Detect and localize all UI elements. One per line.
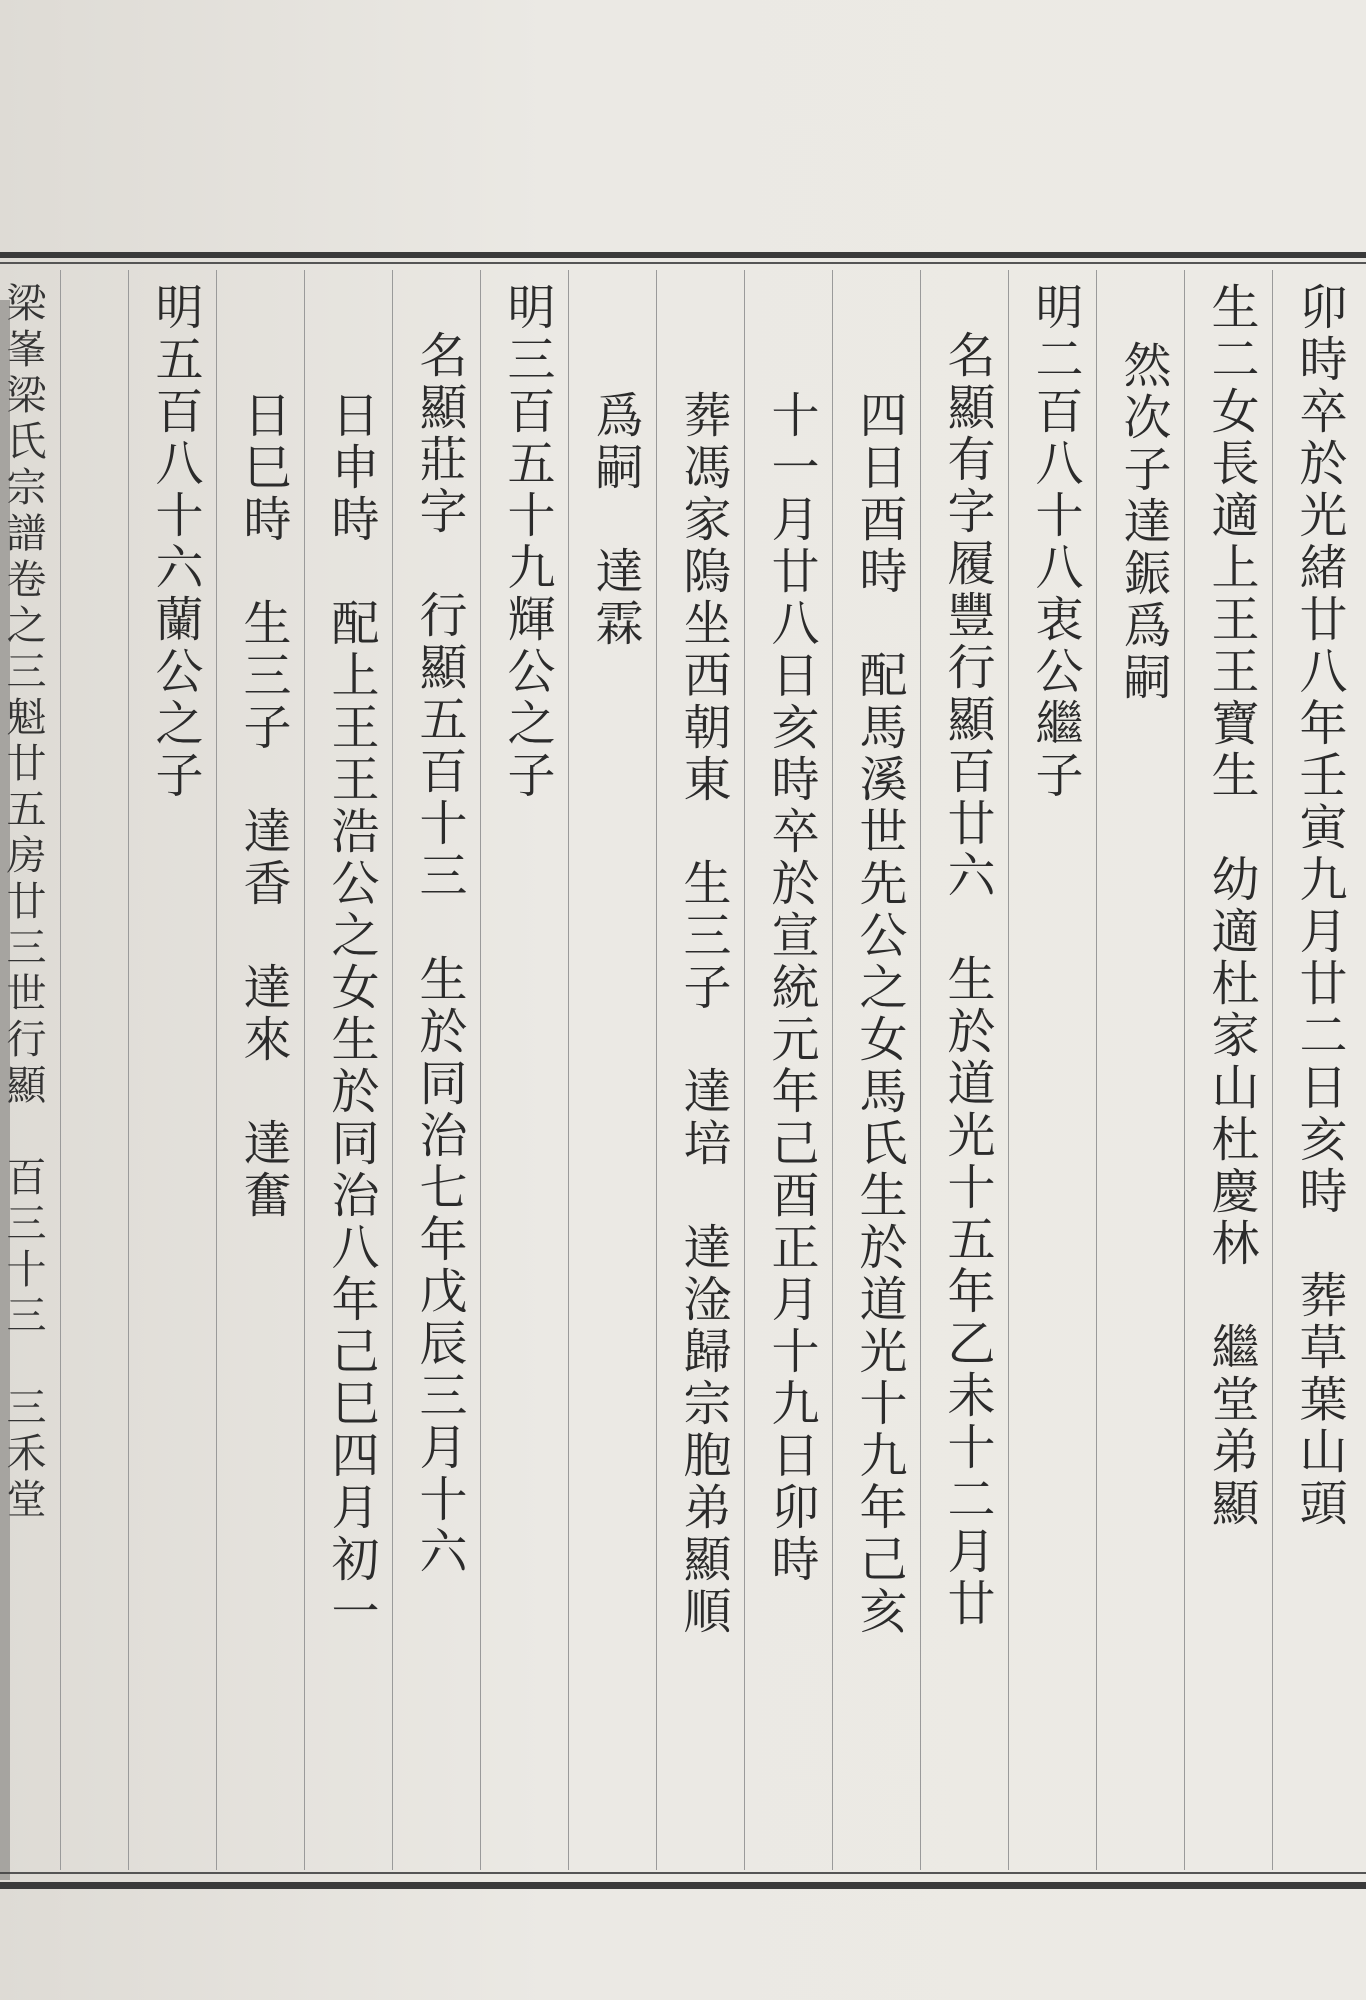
column-2-text: 生二女長適上王王寶生 幼適杜家山杜慶林 繼堂弟顯 bbox=[1203, 282, 1259, 1530]
column-14-text: 明五百八十六蘭公之子 bbox=[147, 282, 203, 802]
column-6-text: 四日酉時 配馬溪世先公之女馬氏生於道光十九年己亥 bbox=[851, 390, 907, 1638]
column-10 bbox=[480, 270, 569, 1870]
top-border-inner bbox=[0, 262, 1366, 264]
column-1 bbox=[1272, 270, 1361, 1870]
column-10-text: 明三百五十九輝公之子 bbox=[499, 282, 555, 802]
column-8 bbox=[656, 270, 745, 1870]
column-14 bbox=[128, 270, 217, 1870]
column-5-text: 名顯有字履豐行顯百廿六 生於道光十五年乙未十二月廿 bbox=[939, 330, 995, 1630]
bottom-border bbox=[0, 1882, 1366, 1889]
column-2 bbox=[1184, 270, 1273, 1870]
column-4 bbox=[1008, 270, 1097, 1870]
left-edge-shadow bbox=[0, 300, 10, 1880]
margin-hall: 三禾堂 bbox=[0, 1386, 46, 1524]
column-5 bbox=[920, 270, 1009, 1870]
column-13 bbox=[216, 270, 305, 1870]
margin-page-number: 百三十三 bbox=[0, 1156, 46, 1340]
bottom-border-inner bbox=[0, 1872, 1366, 1874]
text-frame bbox=[0, 270, 1366, 1870]
column-3-text: 然次子達鋠爲嗣 bbox=[1115, 340, 1171, 704]
margin-title: 梁峯梁氏宗譜 bbox=[0, 282, 46, 558]
margin-volume: 卷之三 bbox=[0, 558, 46, 696]
column-3 bbox=[1096, 270, 1185, 1870]
margin-section: 魁廿五房廿三世行顯 bbox=[0, 696, 46, 1110]
column-13-text: 日巳時 生三子 達香 達來 達奮 bbox=[235, 390, 291, 1222]
top-border bbox=[0, 252, 1366, 258]
column-7-text: 十一月廿八日亥時卒於宣統元年己酉正月十九日卯時 bbox=[763, 390, 819, 1586]
column-9 bbox=[568, 270, 657, 1870]
column-7 bbox=[744, 270, 833, 1870]
margin-divider bbox=[60, 270, 129, 1870]
column-12 bbox=[304, 270, 393, 1870]
column-4-text: 明二百八十八衷公繼子 bbox=[1027, 282, 1083, 802]
column-9-text: 爲嗣 達霖 bbox=[587, 390, 643, 650]
margin-heading bbox=[0, 282, 52, 1524]
column-8-text: 葬馮家隖坐西朝東 生三子 達培 達淦歸宗胞弟顯順 bbox=[675, 390, 731, 1638]
column-11 bbox=[392, 270, 481, 1870]
column-6 bbox=[832, 270, 921, 1870]
column-1-text: 卯時卒於光緒廿八年壬寅九月廿二日亥時 葬草葉山頭 bbox=[1291, 282, 1347, 1530]
column-11-text: 名顯莊字 行顯五百十三 生於同治七年戊辰三月十六 bbox=[411, 330, 467, 1578]
column-12-text: 日申時 配上王王浩公之女生於同治八年己巳四月初一 bbox=[323, 390, 379, 1638]
